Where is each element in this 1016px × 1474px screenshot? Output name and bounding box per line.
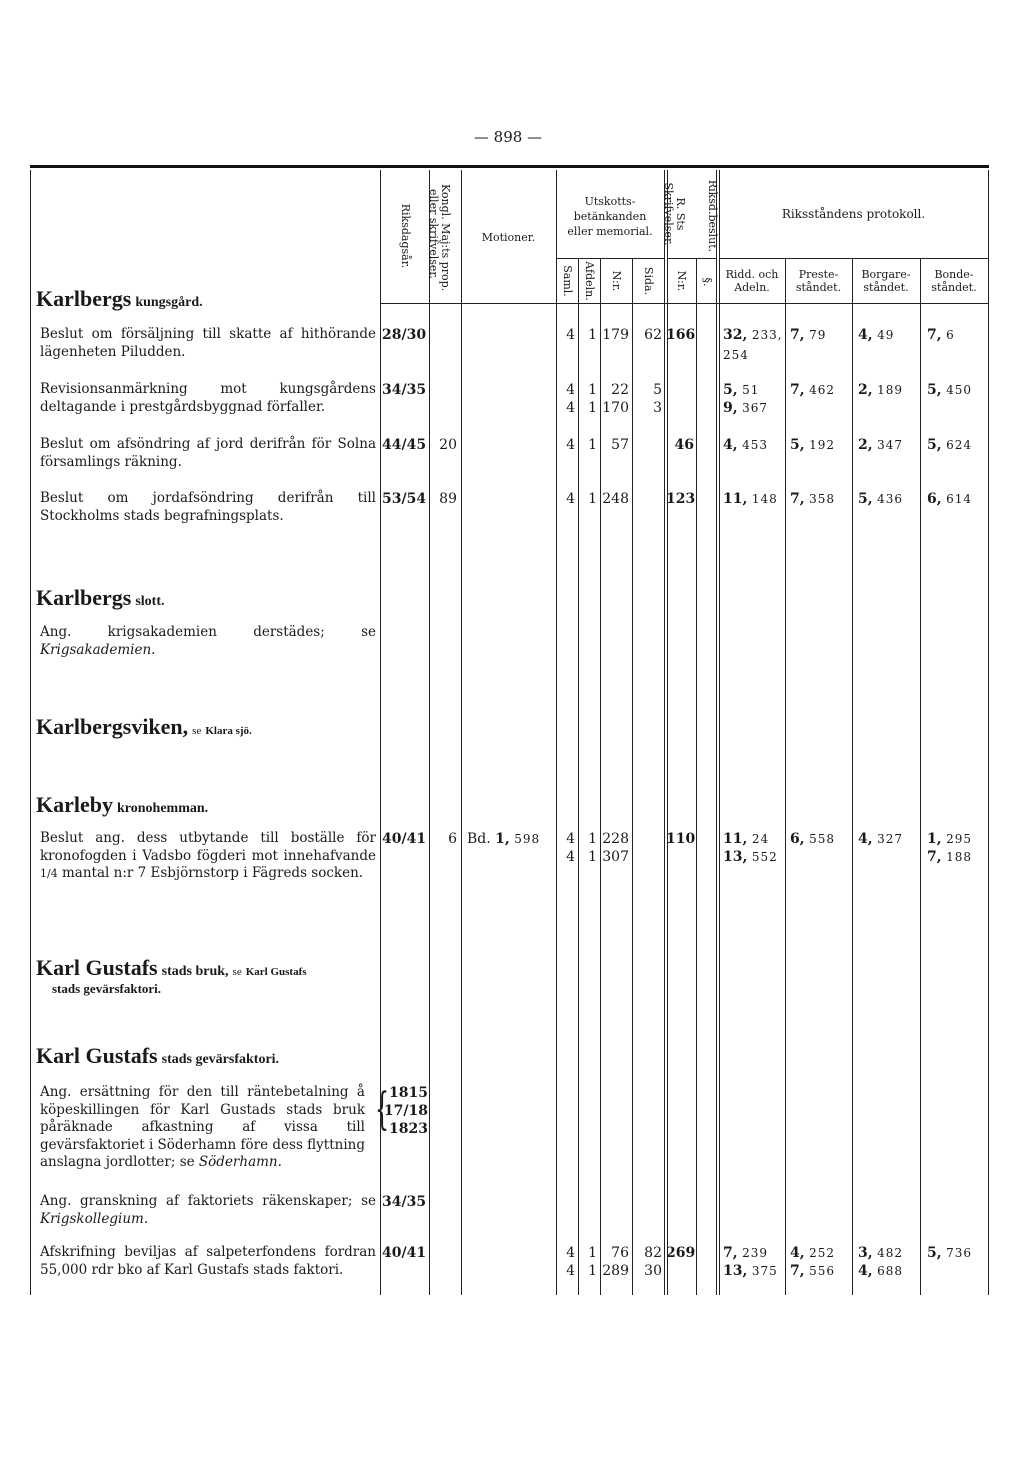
- header-saml: Saml.: [561, 265, 574, 297]
- entry-2-bonde: 5, 450: [927, 382, 972, 398]
- entry-4-bonde: 6, 614: [927, 491, 972, 507]
- entry-6-borg: 4, 327: [858, 831, 903, 847]
- col-line: [556, 170, 557, 1295]
- entry-6-bonde-2: 7, 188: [927, 849, 972, 865]
- entry-6-afd-2: 1: [588, 849, 597, 865]
- entry-1-prest: 7, 79: [790, 327, 827, 343]
- section-karl-gustafs-bruk-line2: stads gevärsfaktori.: [52, 981, 162, 996]
- entry-8-text: Ang. granskning af faktoriets räkenskaper; se Krigskollegium.: [40, 1193, 376, 1227]
- entry-2-saml-2: 4: [566, 400, 575, 416]
- entry-1-year: 28/30: [382, 327, 427, 343]
- col-line: [664, 170, 665, 1295]
- entry-9-afd-2: 1: [588, 1263, 597, 1279]
- header-bonde-1: Bonde-: [934, 268, 974, 281]
- entry-3-year: 44/45: [382, 437, 427, 453]
- entry-1-rsts: 166: [666, 327, 696, 343]
- entry-9-afd: 1: [588, 1245, 597, 1261]
- right-border: [988, 170, 989, 1295]
- entry-1-nr: 179: [602, 327, 629, 343]
- header-prest-2: ståndet.: [795, 281, 842, 294]
- entry-2-text: Revisionsanmärkning mot kungsgårdens deltagande i prestgårdsbyggnad förfaller.: [40, 381, 376, 415]
- entry-1-saml: 4: [566, 327, 575, 343]
- entry-5-text: Ang. krigsakademien derstädes; se Krigsakademien.: [40, 624, 376, 658]
- entry-4-afd: 1: [588, 491, 597, 507]
- header-utskotts-3: eller memorial.: [567, 225, 653, 238]
- header-riksdagsar: Riksdagsår.: [399, 203, 412, 269]
- entry-2-afd: 1: [588, 382, 597, 398]
- col-line: [696, 258, 697, 1295]
- entry-6-ridd: 11, 24: [723, 831, 770, 847]
- entry-9-ridd: 7, 239: [723, 1245, 768, 1261]
- entry-3-rsts: 46: [674, 437, 694, 453]
- entry-9-ridd-2: 13, 375: [723, 1263, 778, 1279]
- entry-3-nr: 57: [611, 437, 629, 453]
- entry-9-borg-2: 4, 688: [858, 1263, 903, 1279]
- entry-2-year: 34/35: [382, 382, 427, 398]
- entry-9-saml: 4: [566, 1245, 575, 1261]
- entry-9-nr: 76: [611, 1245, 629, 1261]
- entry-2-nr-2: 170: [602, 400, 629, 416]
- entry-4-text: Beslut om jordafsöndring derifrån till Stockholms stads begrafningsplats.: [40, 490, 376, 524]
- entry-9-rsts: 269: [666, 1245, 696, 1261]
- entry-9-year: 40/41: [382, 1245, 427, 1261]
- entry-1-afd: 1: [588, 327, 597, 343]
- entry-1-sida: 62: [644, 327, 662, 343]
- entry-7-year-1: 1815: [389, 1085, 428, 1101]
- entry-4-nr: 248: [602, 491, 629, 507]
- entry-9-prest: 4, 252: [790, 1245, 835, 1261]
- entry-1-borg: 4, 49: [858, 327, 895, 343]
- entry-9-sida-2: 30: [644, 1263, 662, 1279]
- col-line: [578, 258, 579, 1295]
- entry-6-ridd-2: 13, 552: [723, 849, 778, 865]
- col-line: [920, 258, 921, 1295]
- header-rsts-1: R. Sts: [674, 197, 687, 231]
- entry-3-ridd: 4, 453: [723, 437, 768, 453]
- page-number: — 898 —: [473, 128, 543, 146]
- entry-6-kongl: 6: [448, 831, 457, 847]
- entry-6-nr: 228: [602, 831, 629, 847]
- header-utskotts-2: betänkanden: [573, 210, 647, 223]
- entry-9-nr-2: 289: [602, 1263, 629, 1279]
- entry-6-nr-2: 307: [602, 849, 629, 865]
- entry-2-ridd: 5, 51: [723, 382, 760, 398]
- entry-6-saml: 4: [566, 831, 575, 847]
- col-line: [461, 170, 462, 1295]
- entry-2-ridd-2: 9, 367: [723, 400, 768, 416]
- entry-6-motioner: Bd. 1, 598: [467, 831, 541, 847]
- entry-1-ridd: 32, 233,: [723, 327, 783, 343]
- header-rsts-2: Skrifvelser.: [662, 182, 675, 246]
- entry-2-saml: 4: [566, 382, 575, 398]
- entry-9-saml-2: 4: [566, 1263, 575, 1279]
- entry-9-text: Afskrifning beviljas af salpeterfondens fordran 55,000 rdr bko af Karl Gustafs stads faktori.: [40, 1244, 376, 1278]
- entry-9-prest-2: 7, 556: [790, 1263, 835, 1279]
- header-riksstandens: Riksståndens protokoll.: [781, 207, 926, 221]
- section-karlbergs-kungsgard: Karlbergs kungsgård.: [36, 286, 203, 311]
- entry-3-afd: 1: [588, 437, 597, 453]
- entry-6-year: 40/41: [382, 831, 427, 847]
- section-karl-gustafs-faktori: Karl Gustafs stads gevärsfaktori.: [36, 1043, 280, 1068]
- entry-3-saml: 4: [566, 437, 575, 453]
- entry-9-sida: 82: [644, 1245, 662, 1261]
- section-karleby: Karleby kronohemman.: [36, 792, 209, 817]
- entry-2-sida: 5: [653, 382, 662, 398]
- header-nr: N:r.: [610, 270, 623, 292]
- entry-3-borg: 2, 347: [858, 437, 903, 453]
- entry-7-year-2: 17/18: [383, 1103, 428, 1119]
- entry-3-text: Beslut om afsöndring af jord derifrån för Solna församlings räkning.: [40, 436, 376, 470]
- section-karlbergsviken: Karlbergsviken, se Klara sjö.: [36, 714, 252, 739]
- entry-8-year: 34/35: [382, 1194, 427, 1210]
- header-ridd-2: Adeln.: [734, 281, 770, 294]
- header-bonde-2: ståndet.: [931, 281, 977, 294]
- entry-4-ridd: 11, 148: [723, 491, 778, 507]
- entry-7-year-3: 1823: [389, 1121, 428, 1137]
- entry-4-prest: 7, 358: [790, 491, 835, 507]
- entry-1-ridd-2: 254: [723, 348, 749, 362]
- entry-6-afd: 1: [588, 831, 597, 847]
- header-borg-1: Borgare-: [861, 268, 911, 281]
- header-kongl-1: Kongl. Maj:ts prop.: [439, 184, 452, 292]
- entry-4-saml: 4: [566, 491, 575, 507]
- header-prest-1: Preste-: [798, 268, 839, 281]
- header-rsts-nr: N:r.: [675, 270, 688, 292]
- header-riksd-beslut: Riksd.beslut.: [706, 179, 719, 253]
- col-line: [429, 170, 430, 1295]
- col-line: [632, 258, 633, 1295]
- entry-1-bonde: 7, 6: [927, 327, 955, 343]
- top-rule: [30, 165, 989, 168]
- entry-6-text: Beslut ang. dess utbytande till boställe för kronofogden i Vadsbo fögderi mot innehafvande 1/4 mantal n:r 7 Esbjörnstorp i Fägreds socken.: [40, 830, 376, 881]
- entry-2-nr: 22: [611, 382, 629, 398]
- col-line: [719, 170, 720, 1295]
- col-line: [785, 258, 786, 1295]
- section-karl-gustafs-bruk: Karl Gustafs stads bruk, se Karl Gustafs: [36, 955, 307, 980]
- entry-1-text: Beslut om försäljning till skatte af hithörande lägenheten Piludden.: [40, 326, 376, 360]
- entry-2-borg: 2, 189: [858, 382, 903, 398]
- header-subline: [556, 258, 664, 259]
- header-borg-2: ståndet.: [863, 281, 909, 294]
- col-line: [716, 170, 717, 1295]
- header-afdeln: Afdeln.: [583, 261, 596, 301]
- entry-2-afd-2: 1: [588, 400, 597, 416]
- entry-7-text: Ang. ersättning för den till räntebetalning å köpeskillingen för Karl Gustads stads bruk påräknade afkastning af vissa till gevärsfaktoriet i Söderhamn före dess flyttning anslagna jordlotter; se Söderhamn.: [40, 1084, 366, 1170]
- entry-3-bonde: 5, 624: [927, 437, 972, 453]
- entry-6-rsts: 110: [666, 831, 696, 847]
- entry-4-rsts: 123: [666, 491, 696, 507]
- entry-6-prest: 6, 558: [790, 831, 835, 847]
- header-utskotts-1: Utskotts-: [584, 195, 636, 208]
- entry-3-kongl: 20: [439, 437, 457, 453]
- left-border: [30, 170, 31, 1295]
- header-kongl-2: eller skrifvelser.: [427, 189, 440, 279]
- entry-7-brace: {: [375, 1084, 389, 1135]
- col-line: [852, 258, 853, 1295]
- header-motioner: Motioner.: [481, 231, 536, 244]
- entry-2-prest: 7, 462: [790, 382, 835, 398]
- entry-3-prest: 5, 192: [790, 437, 835, 453]
- entry-6-saml-2: 4: [566, 849, 575, 865]
- header-subline: [719, 258, 988, 259]
- header-sida: Sida.: [642, 266, 655, 296]
- entry-2-sida-2: 3: [653, 400, 662, 416]
- entry-9-borg: 3, 482: [858, 1245, 903, 1261]
- entry-6-bonde: 1, 295: [927, 831, 972, 847]
- section-karlbergs-slott: Karlbergs slott.: [36, 585, 165, 610]
- entry-4-year: 53/54: [382, 491, 427, 507]
- entry-4-kongl: 89: [439, 491, 457, 507]
- header-paragraf: §.: [701, 277, 714, 287]
- entry-4-borg: 5, 436: [858, 491, 903, 507]
- header-ridd-1: Ridd. och: [725, 268, 779, 281]
- entry-9-bonde: 5, 736: [927, 1245, 972, 1261]
